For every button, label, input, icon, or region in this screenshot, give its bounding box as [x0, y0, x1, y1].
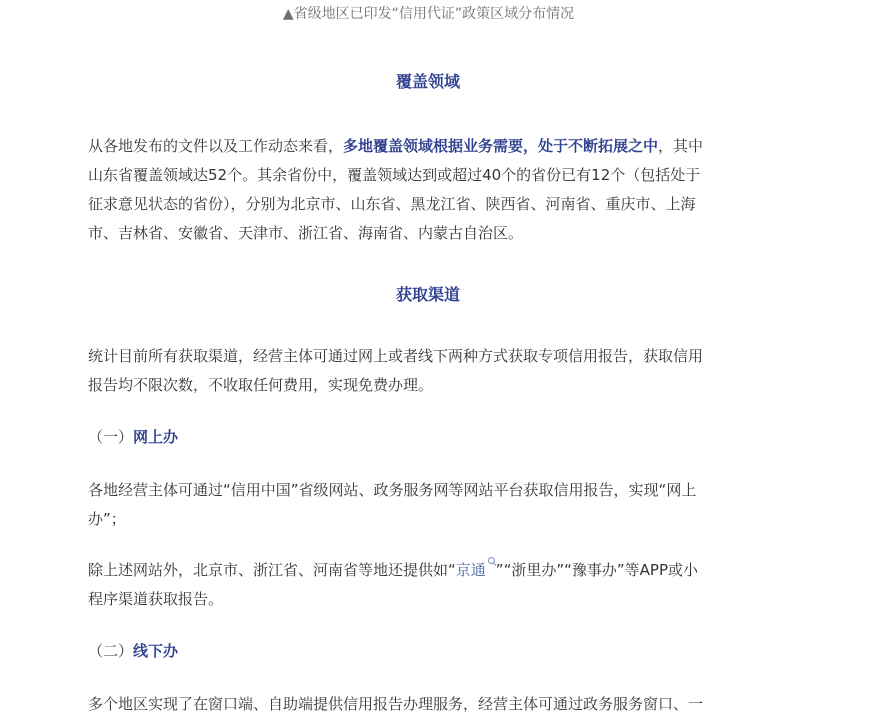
online-p1-line-1: 各地经营主体可通过“信用中国”省级网站、政务服务网等网站平台获取信用报告，实现“网上 [88, 481, 697, 499]
coverage-line-2: 山东省覆盖领域达52个。其余省份中，覆盖领域达到或超过40个的省份已有12个（包括处于 [88, 166, 701, 184]
jingtong-link[interactable]: 京通 [456, 561, 496, 579]
section-heading-channels-text: 获取渠道 [395, 285, 460, 304]
coverage-line-1: 从各地发布的文件以及工作动态来看，多地覆盖领域根据业务需要，处于不断拓展之中，其中 [88, 137, 704, 155]
online-paragraph-1 [88, 476, 770, 534]
section-heading-channels [0, 283, 856, 307]
section-heading-coverage [0, 70, 856, 94]
channels-line-1: 统计目前所有获取渠道，经营主体可通过网上或者线下两种方式获取专项信用报告，获取信用 [88, 347, 704, 365]
online-p2-line-2: 程序渠道获取报告。 [88, 590, 224, 608]
channels-line-2: 报告均不限次数，不收取任何费用，实现免费办理。 [88, 376, 434, 394]
online-paragraph-2 [88, 556, 770, 614]
figure-caption: ▲省级地区已印发“信用代证”政策区域分布情况 [282, 6, 575, 22]
coverage-line-3: 征求意见状态的省份），分别为北京市、山东省、黑龙江省、陕西省、河南省、重庆市、上海 [88, 195, 696, 213]
coverage-paragraph [88, 132, 770, 248]
section-heading-coverage-text: 覆盖领域 [395, 72, 460, 91]
subsection-heading-offline: （二）线下办 [88, 642, 179, 660]
online-p2-line-1: 除上述网站外，北京市、浙江省、河南省等地还提供如“京通 ”“浙里办”“豫事办”等APP或小 [88, 556, 770, 585]
offline-line-1: 多个地区实现了在窗口端、自助端提供信用报告办理服务，经营主体可通过政务服务窗口、一 [88, 695, 704, 713]
coverage-highlight: 多地覆盖领域根据业务需要，处于不断拓展之中 [343, 137, 659, 155]
search-icon[interactable] [488, 557, 496, 565]
subsection-heading-online: （一）网上办 [88, 428, 179, 446]
coverage-line-4: 市、吉林省、安徽省、天津市、浙江省、海南省、内蒙古自治区。 [88, 224, 524, 242]
online-p1-line-2: 办”； [88, 510, 126, 528]
offline-paragraph [88, 690, 770, 719]
channels-paragraph [88, 342, 770, 400]
